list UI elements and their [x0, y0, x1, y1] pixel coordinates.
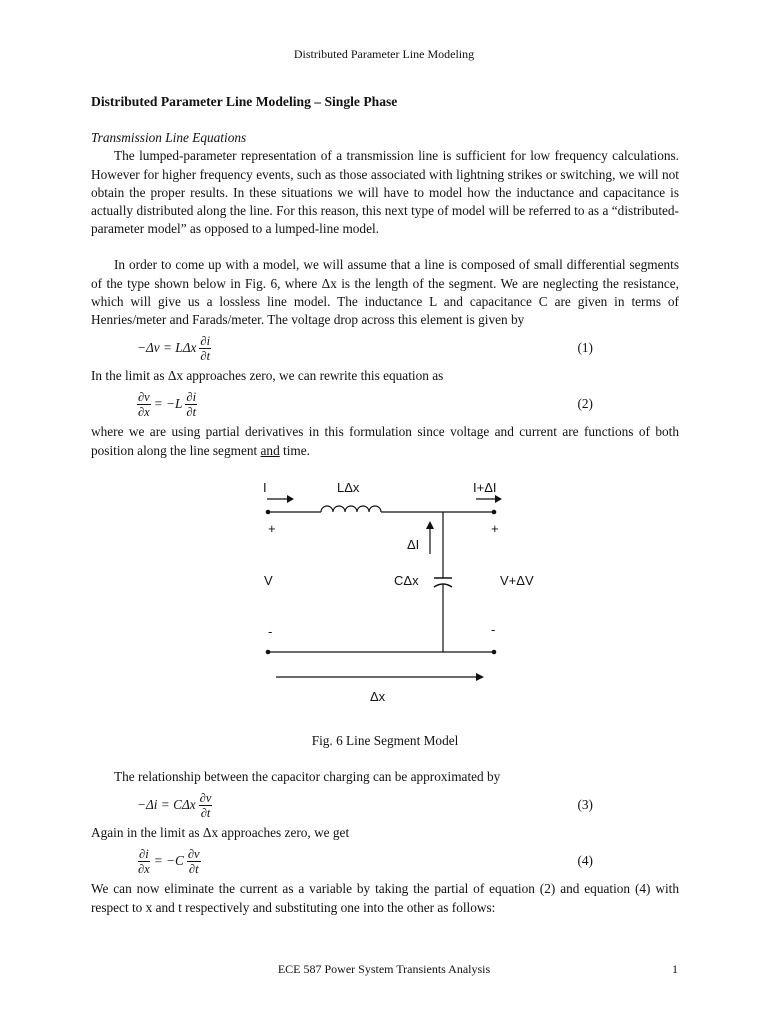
paragraph-limit-1: In the limit as Δx approaches zero, we can rewrite this equation as — [91, 368, 444, 384]
figure-caption: Fig. 6 Line Segment Model — [311, 732, 459, 748]
length-arrow-head — [476, 673, 484, 681]
current-out-arrow-head — [495, 495, 502, 503]
label-inductance: LΔx — [337, 479, 360, 495]
terminal-top-right — [492, 510, 497, 515]
eq4-right-fraction — [187, 847, 201, 876]
equation-3 — [91, 786, 679, 824]
paragraph-intro: The lumped-parameter representation of a transmission line is sufficient for low frequency calculations. However for higher frequency events, such as those associated with lightning strikes or switching, we will not obtain the proper results. In these situations we will have to model how the inductance and capacitance is actually distributed along the line. For this reason, this next type of model will be referred to as a “distributed-parameter model” as opposed to a lumped-line model. — [91, 148, 679, 237]
terminal-top-left — [266, 510, 271, 515]
equation-1 — [91, 329, 679, 367]
p4-underlined-and: and — [260, 442, 280, 458]
footer-course: ECE 587 Power System Transients Analysis — [277, 962, 491, 976]
eq1-denominator: ∂t — [200, 348, 211, 363]
page-content — [91, 93, 679, 917]
eq4-mid: = −C — [153, 853, 184, 869]
label-voltage-out: V+ΔV — [500, 572, 534, 588]
eq1-lhs: −Δv = LΔx — [137, 340, 197, 356]
section-title: Distributed Parameter Line Modeling – Single Phase — [91, 94, 398, 109]
eq3-numerator: ∂v — [199, 790, 212, 805]
paragraph-eliminate-current: We can now eliminate the current as a variable by taking the partial of equation (2) and equation (4) with respect to x and t respectively and substituting one into the other as follows: — [91, 881, 679, 915]
eq2-number: (2) — [577, 396, 593, 412]
label-capacitance: CΔx — [394, 572, 419, 588]
eq3-number: (3) — [577, 797, 593, 813]
label-length: Δx — [370, 688, 386, 704]
equation-2 — [91, 385, 679, 423]
eq4-right-numerator: ∂v — [187, 846, 200, 861]
equation-4 — [91, 842, 679, 880]
label-plus-left: + — [268, 520, 276, 536]
terminal-bottom-left — [266, 650, 271, 655]
eq2-right-denominator: ∂t — [186, 404, 197, 419]
paragraph-partial-derivatives — [91, 423, 679, 459]
eq4-number: (4) — [577, 853, 593, 869]
p4-text-a: where we are using partial derivatives in this formulation since voltage and current are functions of both position along the line segment — [91, 424, 679, 458]
label-voltage-in: V — [264, 572, 273, 588]
label-plus-right: + — [491, 520, 499, 536]
section-subtitle: Transmission Line Equations — [91, 130, 247, 146]
circuit-diagram — [91, 466, 679, 726]
eq1-fraction — [199, 334, 211, 363]
eq2-left-numerator: ∂v — [138, 389, 150, 404]
paragraph-limit-2: Again in the limit as Δx approaches zero, we get — [91, 825, 350, 841]
current-in-arrow-head — [287, 495, 294, 503]
eq2-right-fraction — [185, 390, 197, 419]
eq2-left-denominator: ∂x — [138, 404, 150, 419]
paragraph-model-assumption: In order to come up with a model, we will assume that a line is composed of small differential segments of the type shown below in Fig. 6, where Δx is the length of the segment. We are neglecting the resistance, which will give us a lossless line model. The inductance L and capacitance C are given in terms of Henries/meter and Farads/meter. The voltage drop across this element is given by — [91, 257, 679, 328]
eq4-left-fraction — [137, 847, 151, 876]
footer-page-number: 1 — [672, 962, 678, 976]
eq2-right-numerator: ∂i — [186, 389, 197, 404]
label-current-in: I — [263, 479, 267, 495]
label-delta-i: ΔI — [407, 536, 420, 552]
eq4-right-denominator: ∂t — [188, 861, 199, 876]
eq1-numerator: ∂i — [200, 333, 211, 348]
p4-text-b: time. — [279, 442, 311, 458]
eq2-left-fraction — [137, 390, 151, 419]
eq3-lhs: −Δi = CΔx — [137, 797, 196, 813]
eq3-denominator: ∂t — [200, 805, 211, 820]
eq4-left-numerator: ∂i — [139, 846, 149, 861]
label-minus-right: - — [491, 621, 496, 637]
eq3-fraction — [199, 791, 213, 820]
eq4-left-denominator: ∂x — [138, 861, 150, 876]
label-minus-left: - — [268, 623, 273, 639]
inductor-coil — [321, 506, 381, 512]
paragraph-capacitor-charging: The relationship between the capacitor charging can be approximated by — [114, 769, 501, 785]
label-current-out: I+ΔI — [473, 479, 497, 495]
eq2-mid: = −L — [153, 396, 183, 412]
eq1-number: (1) — [577, 340, 593, 356]
line-segment-figure — [91, 466, 679, 726]
delta-i-arrow-head — [426, 521, 434, 529]
terminal-bottom-right — [492, 650, 497, 655]
running-header: Distributed Parameter Line Modeling — [293, 47, 475, 61]
